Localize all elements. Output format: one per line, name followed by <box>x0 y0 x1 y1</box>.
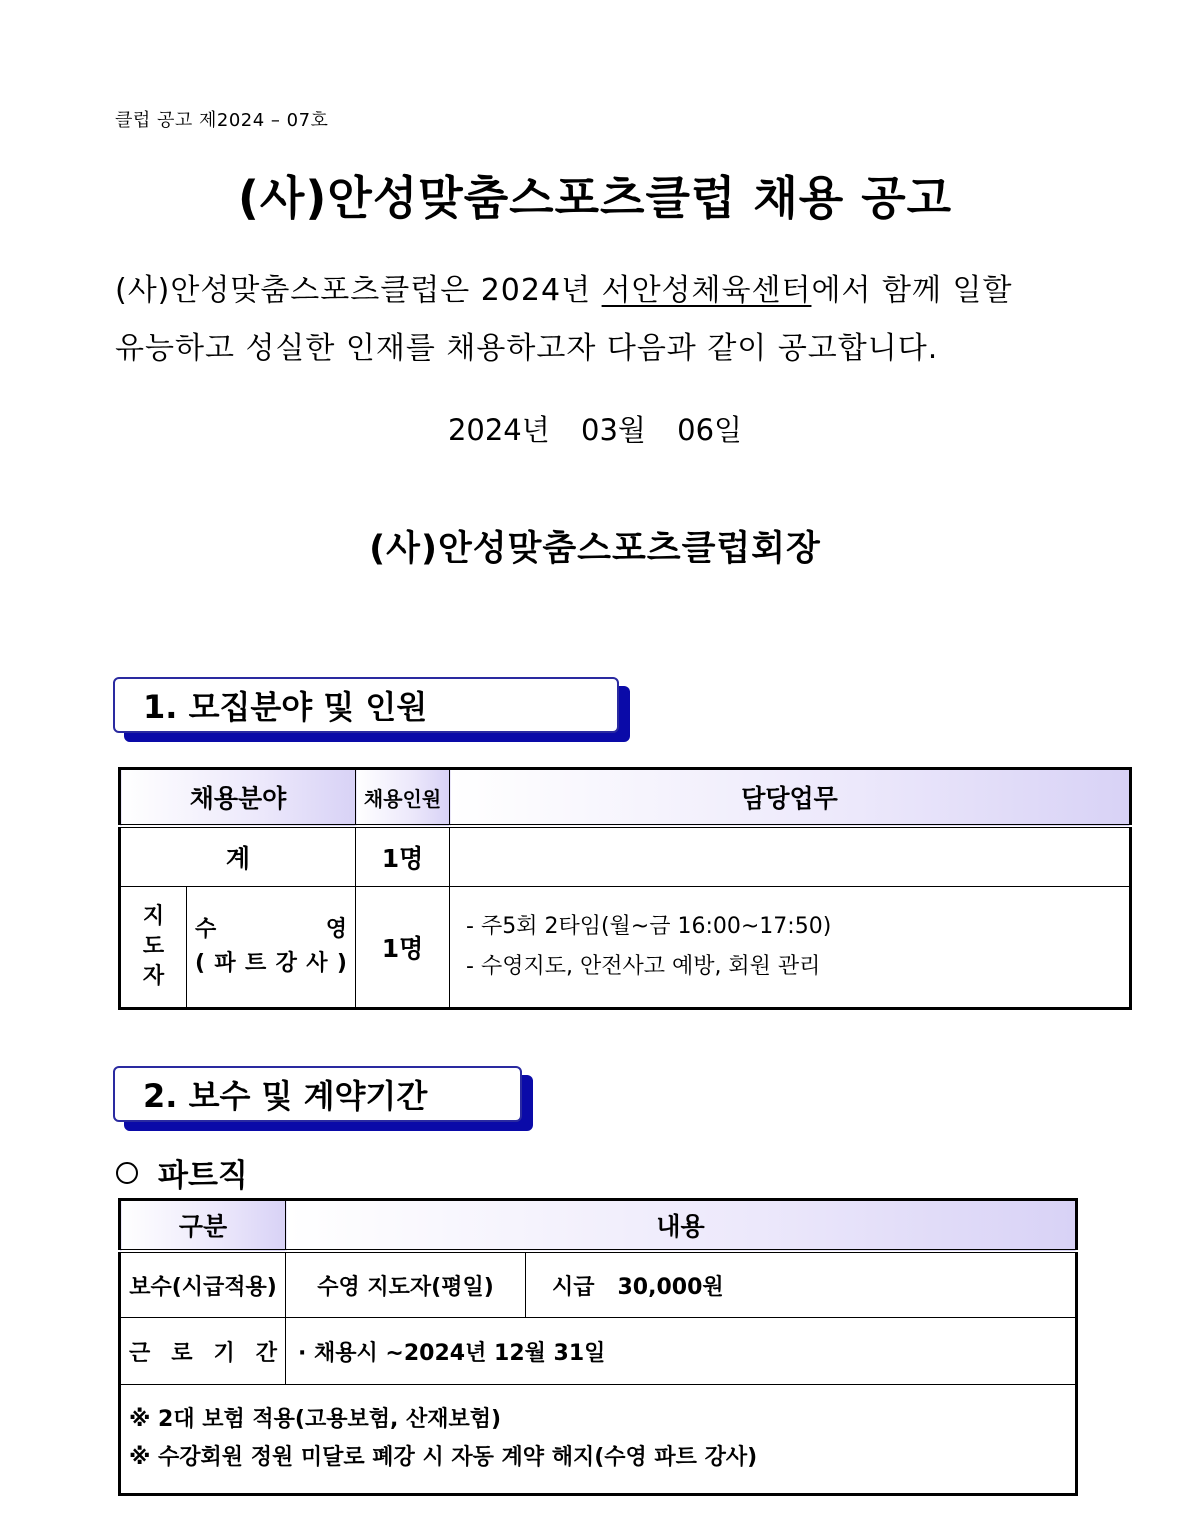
field-name <box>187 887 356 1009</box>
table-row <box>120 887 1131 1009</box>
period-row <box>120 1318 1077 1385</box>
pay-row <box>120 1251 1077 1318</box>
notes-cell <box>120 1385 1077 1495</box>
part-time-subheading <box>116 1150 248 1195</box>
intro-part1: (사)안성맞춤스포츠클럽은 2024년 <box>115 273 602 308</box>
period-char: 로 <box>171 1340 193 1366</box>
period-label <box>120 1318 286 1385</box>
recruitment-table <box>118 767 1132 1010</box>
total-count: 1명 <box>356 826 450 887</box>
notice-number: 클럽 공고 제2024 – 07호 <box>115 110 329 131</box>
header-duty: 담당업무 <box>450 769 1131 827</box>
category-char: 도 <box>142 934 165 959</box>
header-content: 내용 <box>286 1200 1077 1252</box>
pay-label: 보수(시급적용) <box>120 1251 286 1318</box>
total-duty-empty <box>450 826 1131 887</box>
category-vertical <box>120 887 187 1009</box>
duty-list <box>450 887 1131 1009</box>
compensation-table <box>118 1198 1078 1496</box>
category-char: 지 <box>142 904 165 929</box>
category-char: 자 <box>142 964 165 989</box>
intro-part2: 에서 함께 일할 <box>811 273 1013 308</box>
pay-rate: 시급 30,000원 <box>526 1251 1077 1318</box>
period-value: · 채용시 ~2024년 12월 31일 <box>286 1318 1077 1385</box>
pay-position: 수영 지도자(평일) <box>286 1251 526 1318</box>
period-char: 근 <box>129 1340 151 1366</box>
field-char: ) <box>336 951 347 976</box>
total-row <box>120 826 1131 887</box>
header-category: 구분 <box>120 1200 286 1252</box>
field-char: 영 <box>325 917 348 942</box>
row-count: 1명 <box>356 887 450 1009</box>
period-char: 기 <box>213 1340 235 1366</box>
field-char: ( <box>195 951 206 976</box>
compensation-header-row <box>120 1200 1077 1252</box>
total-label: 계 <box>120 826 356 887</box>
field-char: 강 <box>275 951 297 976</box>
notice-date: 2024년 03월 06일 <box>447 413 743 447</box>
note-item: ※ 2대 보험 적용(고용보험, 산재보험) <box>129 1407 502 1432</box>
subheading-label: 파트직 <box>158 1158 248 1194</box>
circle-bullet-icon <box>116 1162 138 1184</box>
field-char: 파 <box>214 951 236 976</box>
note-item: ※ 수강회원 정원 미달로 폐강 시 자동 계약 해지(수영 파트 강사) <box>129 1445 758 1470</box>
recruitment-header-row <box>120 769 1131 827</box>
page-title: (사)안성맞춤스포츠클럽 채용 공고 <box>237 171 953 225</box>
duty-item: - 주5회 2타임(월~금 16:00~17:50) <box>466 914 832 939</box>
intro-paragraph <box>115 262 1115 378</box>
intro-line-2: 유능하고 성실한 인재를 채용하고자 다음과 같이 공고합니다. <box>115 331 939 366</box>
section1-heading: 1. 모집분야 및 인원 <box>113 677 619 733</box>
period-char: 간 <box>255 1340 277 1366</box>
field-char: 수 <box>195 917 217 942</box>
field-char: 트 <box>245 951 267 976</box>
header-field: 채용분야 <box>120 769 356 827</box>
intro-underlined-place: 서안성체육센터 <box>601 273 812 308</box>
duty-item: - 수영지도, 안전사고 예방, 회원 관리 <box>466 954 821 979</box>
notes-row <box>120 1385 1077 1495</box>
field-char: 사 <box>306 951 328 976</box>
header-count: 채용인원 <box>356 769 450 827</box>
intro-line-1 <box>115 262 1115 320</box>
section2-heading: 2. 보수 및 계약기간 <box>113 1066 522 1122</box>
president-signature: (사)안성맞춤스포츠클럽회장 <box>369 529 821 569</box>
